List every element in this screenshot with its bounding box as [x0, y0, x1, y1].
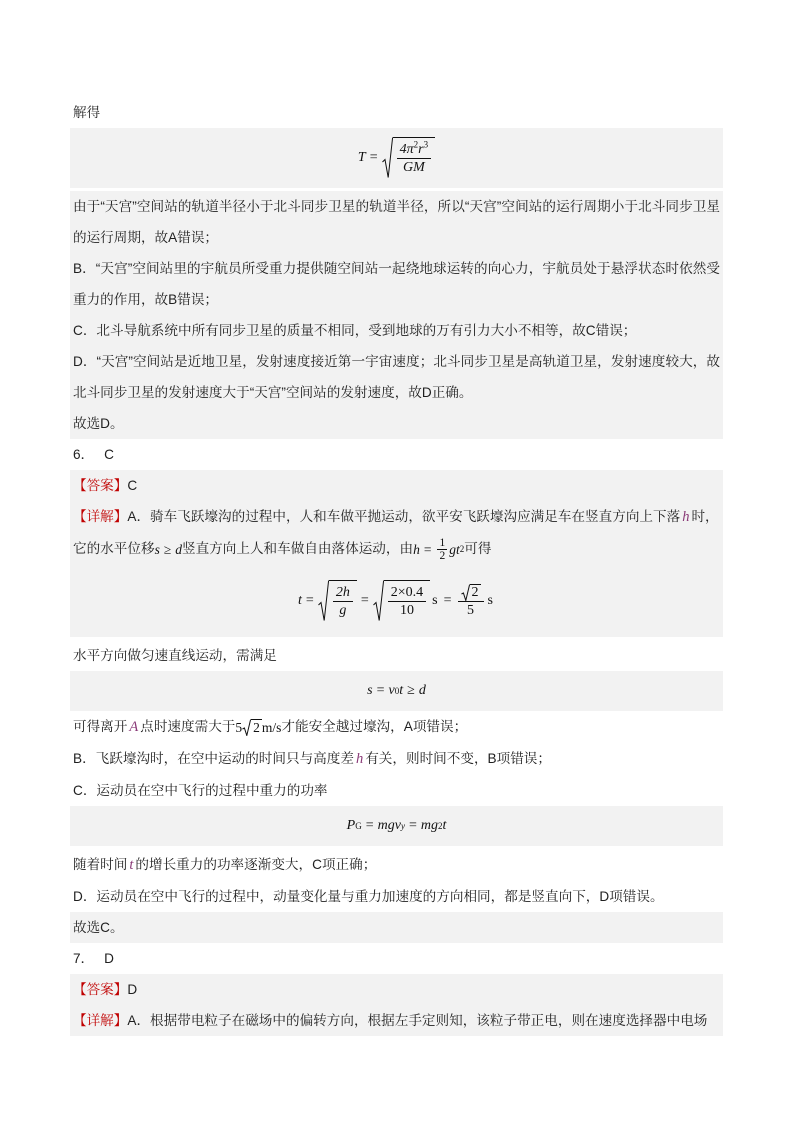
formula-equals: =: [369, 150, 378, 165]
radical-sign-icon: [382, 137, 393, 179]
formula-var-T: T: [357, 150, 366, 165]
term-gt: gt: [449, 541, 460, 557]
variable-t: t: [298, 592, 302, 608]
square-root: [373, 580, 430, 622]
formula-period: [358, 137, 435, 179]
detail-line-1: [70, 1005, 723, 1036]
radicand: [329, 580, 357, 622]
formula-equals: =: [423, 541, 432, 557]
detail-label: 【详解】: [73, 1012, 128, 1028]
formula-displacement: s = v 0 t ≥ d: [367, 682, 426, 698]
formula-time: [298, 580, 495, 622]
option-d-text: D．运动员在空中飞行的过程中，动量变化量与重力加速度的方向相同，都是竖直向下，D项错误。: [73, 888, 664, 904]
formula-equals: =: [376, 682, 385, 698]
formula-time-block: [70, 565, 723, 637]
inline-formula-fall: h = $\frac{1}{2}$ gt 2: [413, 534, 464, 565]
option-text: 有关，则时间不变，B项错误；: [365, 750, 551, 766]
option-b-text: [70, 743, 723, 775]
numerator-term: 4π: [399, 142, 414, 157]
formula-equals: =: [360, 592, 369, 608]
fraction-denominator: g: [339, 602, 347, 618]
radicand: [393, 137, 435, 179]
formula-period-block: [70, 128, 723, 188]
fraction-numerator: 1: [439, 536, 446, 549]
trend-text: 的增长重力的功率逐渐变大，C项正确；: [135, 856, 377, 872]
option-c-text: C．运动员在空中飞行的过程中重力的功率: [73, 782, 328, 798]
geq-symbol: ≥: [163, 541, 172, 557]
variable-d: d: [418, 682, 426, 698]
fraction: [397, 141, 431, 176]
radical-sign-icon: [461, 584, 470, 601]
answer-label: 【答案】: [73, 478, 128, 493]
fraction-denominator: GM: [402, 160, 425, 175]
inline-speed-value: [235, 712, 281, 743]
variable-A: A: [129, 718, 139, 735]
question-answer-letter: C: [104, 447, 114, 462]
power-trend-text: [70, 849, 723, 881]
analysis-paragraph-b: B．“天宫”空间站里的宇航员所受重力提供随空间站一起绕地球运转的向心力，宇航员处于悬浮状态时依然受重力的作用，故B错误；: [70, 253, 723, 315]
fraction-numerator: [458, 583, 484, 601]
unit-seconds: s: [432, 592, 438, 608]
coefficient: 5: [235, 719, 243, 735]
detail-text-end: 时，: [691, 509, 719, 524]
radical-sign-icon: [318, 580, 329, 622]
formula-equals: =: [408, 817, 417, 833]
final-choice: 故选D。: [70, 408, 723, 439]
fraction-numerator: [397, 141, 431, 159]
variable-d: d: [175, 541, 182, 557]
square-root: [461, 584, 481, 601]
detail-text: 竖直方向上人和车做自由落体运动，由: [182, 541, 414, 556]
detail-text: A．骑车飞跃壕沟的过程中，人和车做平抛运动，欲平安飞跃壕沟应满足车在竖直方向上下落: [127, 509, 681, 524]
inline-inequality: [155, 534, 182, 565]
final-choice: 故选C。: [70, 912, 723, 943]
geq-symbol: ≥: [407, 682, 415, 698]
detail-text: 它的水平位移: [73, 541, 155, 556]
analysis-paragraph-d: D．“天宫”空间站是近地卫星，发射速度接近第一宇宙速度；北斗同步卫星是高轨道卫星，发射速度较大，故北斗同步卫星的发射速度大于“天宫”空间站的发射速度，故D正确。: [70, 346, 723, 408]
fraction-numerator: 2×0.4: [388, 584, 426, 602]
detail-label: 【详解】: [73, 509, 128, 524]
question-number: 7．: [73, 950, 95, 966]
fraction: [333, 584, 353, 619]
radical-sign-icon: [373, 580, 384, 622]
variable-h: h: [355, 750, 364, 767]
square-root: [382, 137, 435, 179]
horizontal-motion-text: 水平方向做匀速直线运动，需满足: [73, 647, 277, 663]
fraction-numerator: 2h: [333, 584, 353, 602]
document-page: [70, 97, 723, 1036]
trend-text: 随着时间: [73, 856, 128, 872]
formula-equals: =: [365, 817, 374, 833]
analysis-paragraph-c: C．北斗导航系统中所有同步卫星的质量不相同，受到地球的万有引力大小不相等，故C错误；: [70, 315, 723, 346]
answer-line: [70, 470, 723, 501]
question-7-header: [70, 943, 723, 974]
answer-value: D: [127, 981, 138, 997]
variable-s: s: [154, 541, 160, 557]
variable-t: t: [399, 682, 404, 698]
question-answer-letter: D: [104, 950, 114, 966]
term-mgv: mgv: [377, 817, 401, 833]
answer-label: 【答案】: [73, 981, 128, 997]
result-text: 点时速度需大于: [140, 718, 236, 734]
square-root: [318, 580, 357, 622]
variable-t: t: [442, 817, 447, 833]
detail-block: [70, 501, 723, 565]
formula-power: P G = mgv y = mg 2 t: [346, 817, 447, 833]
radicand: 2: [253, 720, 260, 736]
question-6-header: [70, 439, 723, 470]
exponent: 2: [413, 139, 419, 150]
variable-s: s: [367, 682, 373, 698]
unit-seconds: s: [487, 592, 493, 608]
radical-sign-icon: [242, 719, 251, 736]
term-mg: mg: [420, 817, 438, 833]
option-text: B．飞跃壕沟时，在空中运动的时间只与高度差: [73, 750, 354, 766]
variable-P: P: [346, 817, 356, 833]
formula-displacement-block: [70, 671, 723, 711]
formula-equals: =: [305, 592, 314, 608]
answer-value: C: [127, 478, 138, 493]
variable-t: t: [129, 856, 134, 873]
formula-equals: =: [443, 592, 452, 608]
result-text: 才能安全越过壕沟，A项错误；: [281, 718, 468, 734]
numerator-term: r: [418, 142, 424, 157]
unit-speed: m/s: [261, 719, 282, 735]
radicand: [384, 580, 430, 622]
formula-power-block: [70, 806, 723, 846]
radicand: 2: [471, 585, 479, 601]
fraction: [388, 584, 426, 619]
result-text: 可得离开: [73, 718, 128, 734]
analysis-paragraph-a: 由于“天宫”空间站的轨道半径小于北斗同步卫星的轨道半径，所以“天宫”空间站的运行周期小于北斗同步卫星的运行周期，故A错误；: [70, 191, 723, 253]
fraction-denominator: 10: [399, 602, 414, 618]
result-speed-text: [70, 711, 723, 743]
exponent: 3: [423, 139, 429, 150]
fraction-denominator: 5: [467, 602, 474, 618]
fraction-denominator: 2: [439, 549, 446, 562]
question-number: 6．: [73, 447, 95, 462]
variable-h: h: [682, 509, 690, 525]
variable-h: h: [413, 541, 420, 557]
fraction: [458, 583, 484, 618]
variable-v: v: [388, 682, 395, 698]
detail-line-2: [70, 533, 723, 565]
detail-text: 可得: [464, 541, 492, 556]
square-root: [242, 719, 262, 736]
solve-label: 解得: [73, 105, 101, 120]
answer-line: [70, 974, 723, 1005]
detail-line-1: [70, 501, 723, 533]
fraction-half: [437, 537, 447, 562]
detail-text: A．根据带电粒子在磁场中的偏转方向，根据左手定则知，该粒子带正电，则在速度选择器中电场: [127, 1012, 708, 1028]
